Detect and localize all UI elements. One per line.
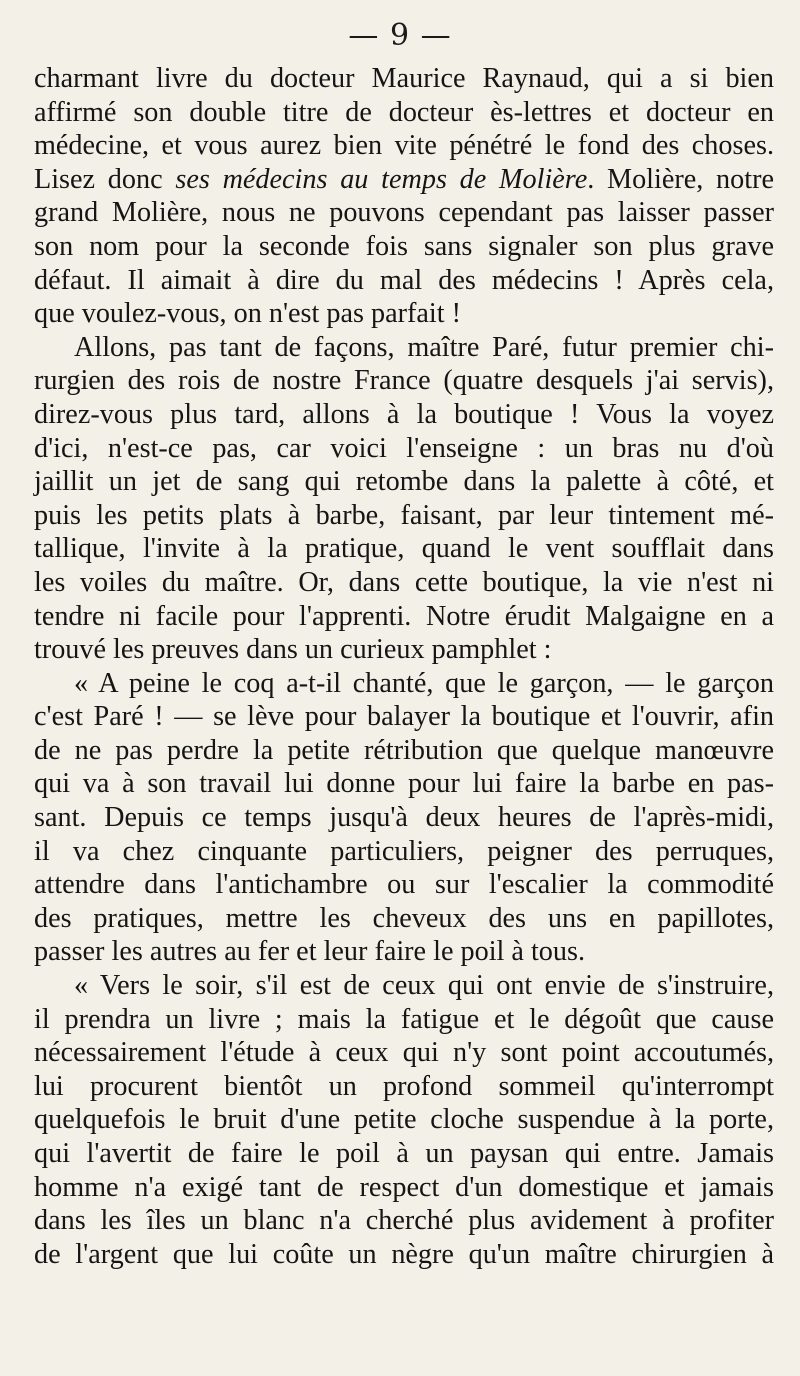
- text-segment: . Molière, notre: [587, 163, 774, 195]
- paragraph-1: [34, 62, 774, 331]
- text-line: passer les autres au fer et leur faire le poil à tous.: [34, 936, 585, 968]
- text-line: attendre dans l'antichambre ou sur l'escalier la commodité: [34, 869, 774, 901]
- paragraph-3: [34, 667, 774, 969]
- paragraph-2: [34, 331, 774, 667]
- text-line: il prendra un livre ; mais la fatigue et le dégoût que cause: [34, 1003, 774, 1035]
- text-line: que voulez-vous, on n'est pas parfait !: [34, 298, 461, 330]
- text-line: homme n'a exigé tant de respect d'un domestique et jamais: [34, 1171, 774, 1203]
- text-line: qui va à son travail lui donne pour lui faire la barbe en pas-: [34, 768, 774, 800]
- text-line: son nom pour la seconde fois sans signaler son plus grave: [34, 230, 774, 262]
- text-line: il va chez cinquante particuliers, peigner des perruques,: [34, 835, 774, 867]
- text-line: de l'argent que lui coûte un nègre qu'un maître chirurgien à: [34, 1238, 774, 1270]
- text-line: tallique, l'invite à la pratique, quand le vent soufflait dans: [34, 533, 774, 565]
- text-line: d'ici, n'est-ce pas, car voici l'enseigne : un bras nu d'où: [34, 432, 774, 464]
- text-line: qui l'avertit de faire le poil à un paysan qui entre. Jamais: [34, 1138, 774, 1169]
- text-line: direz-vous plus tard, allons à la boutique ! Vous la voyez: [34, 398, 774, 430]
- text-line: puis les petits plats à barbe, faisant, par leur tintement mé-: [34, 499, 774, 531]
- book-title-italic: ses médecins au temps de Molière: [175, 163, 588, 195]
- paragraph-4: [34, 969, 774, 1271]
- text-line: grand Molière, nous ne pouvons cependant pas laisser passer: [34, 197, 774, 229]
- body-text: [34, 62, 774, 1271]
- text-line: quelquefois le bruit d'une petite cloche suspendue à la porte,: [34, 1104, 774, 1136]
- text-line: dans les îles un blanc n'a cherché plus avidement à profiter: [34, 1205, 774, 1237]
- text-line: défaut. Il aimait à dire du mal des médecins ! Après cela,: [34, 264, 774, 296]
- text-line: [34, 163, 774, 197]
- text-line: « Vers le soir, s'il est de ceux qui ont envie de s'instruire,: [74, 970, 774, 1002]
- text-line: rurgien des rois de nostre France (quatre desquels j'ai servis),: [34, 365, 774, 397]
- text-line: nécessairement l'étude à ceux qui n'y sont point accoutumés,: [34, 1037, 774, 1069]
- text-line: lui procurent bientôt un profond sommeil qu'interrompt: [34, 1070, 774, 1102]
- text-line: médecine, et vous aurez bien vite pénétré le fond des choses.: [34, 130, 774, 162]
- text-line: charmant livre du docteur Maurice Raynaud, qui a si bien: [34, 63, 774, 94]
- text-line: « A peine le coq a-t-il chanté, que le garçon, — le garçon: [74, 667, 774, 699]
- text-line: affirmé son double titre de docteur ès-lettres et docteur en: [34, 96, 774, 128]
- text-line: sant. Depuis ce temps jusqu'à deux heures de l'après-midi,: [34, 802, 774, 834]
- text-line: jaillit un jet de sang qui retombe dans la palette à côté, et: [34, 466, 774, 498]
- text-segment: Lisez donc: [34, 163, 176, 195]
- text-line: Allons, pas tant de façons, maître Paré, futur premier chi-: [74, 331, 774, 363]
- text-line: des pratiques, mettre les cheveux des uns en papillotes,: [34, 902, 774, 934]
- page-number: — 9 —: [348, 18, 452, 53]
- text-line: les voiles du maître. Or, dans cette boutique, la vie n'est ni: [34, 566, 774, 598]
- text-line: de ne pas perdre la petite rétribution que quelque manœuvre: [34, 734, 774, 766]
- text-line: tendre ni facile pour l'apprenti. Notre érudit Malgaigne en a: [34, 600, 774, 632]
- text-line: trouvé les preuves dans un curieux pamphlet :: [34, 634, 552, 666]
- text-line: c'est Paré ! — se lève pour balayer la boutique et l'ouvrir, afin: [34, 701, 774, 733]
